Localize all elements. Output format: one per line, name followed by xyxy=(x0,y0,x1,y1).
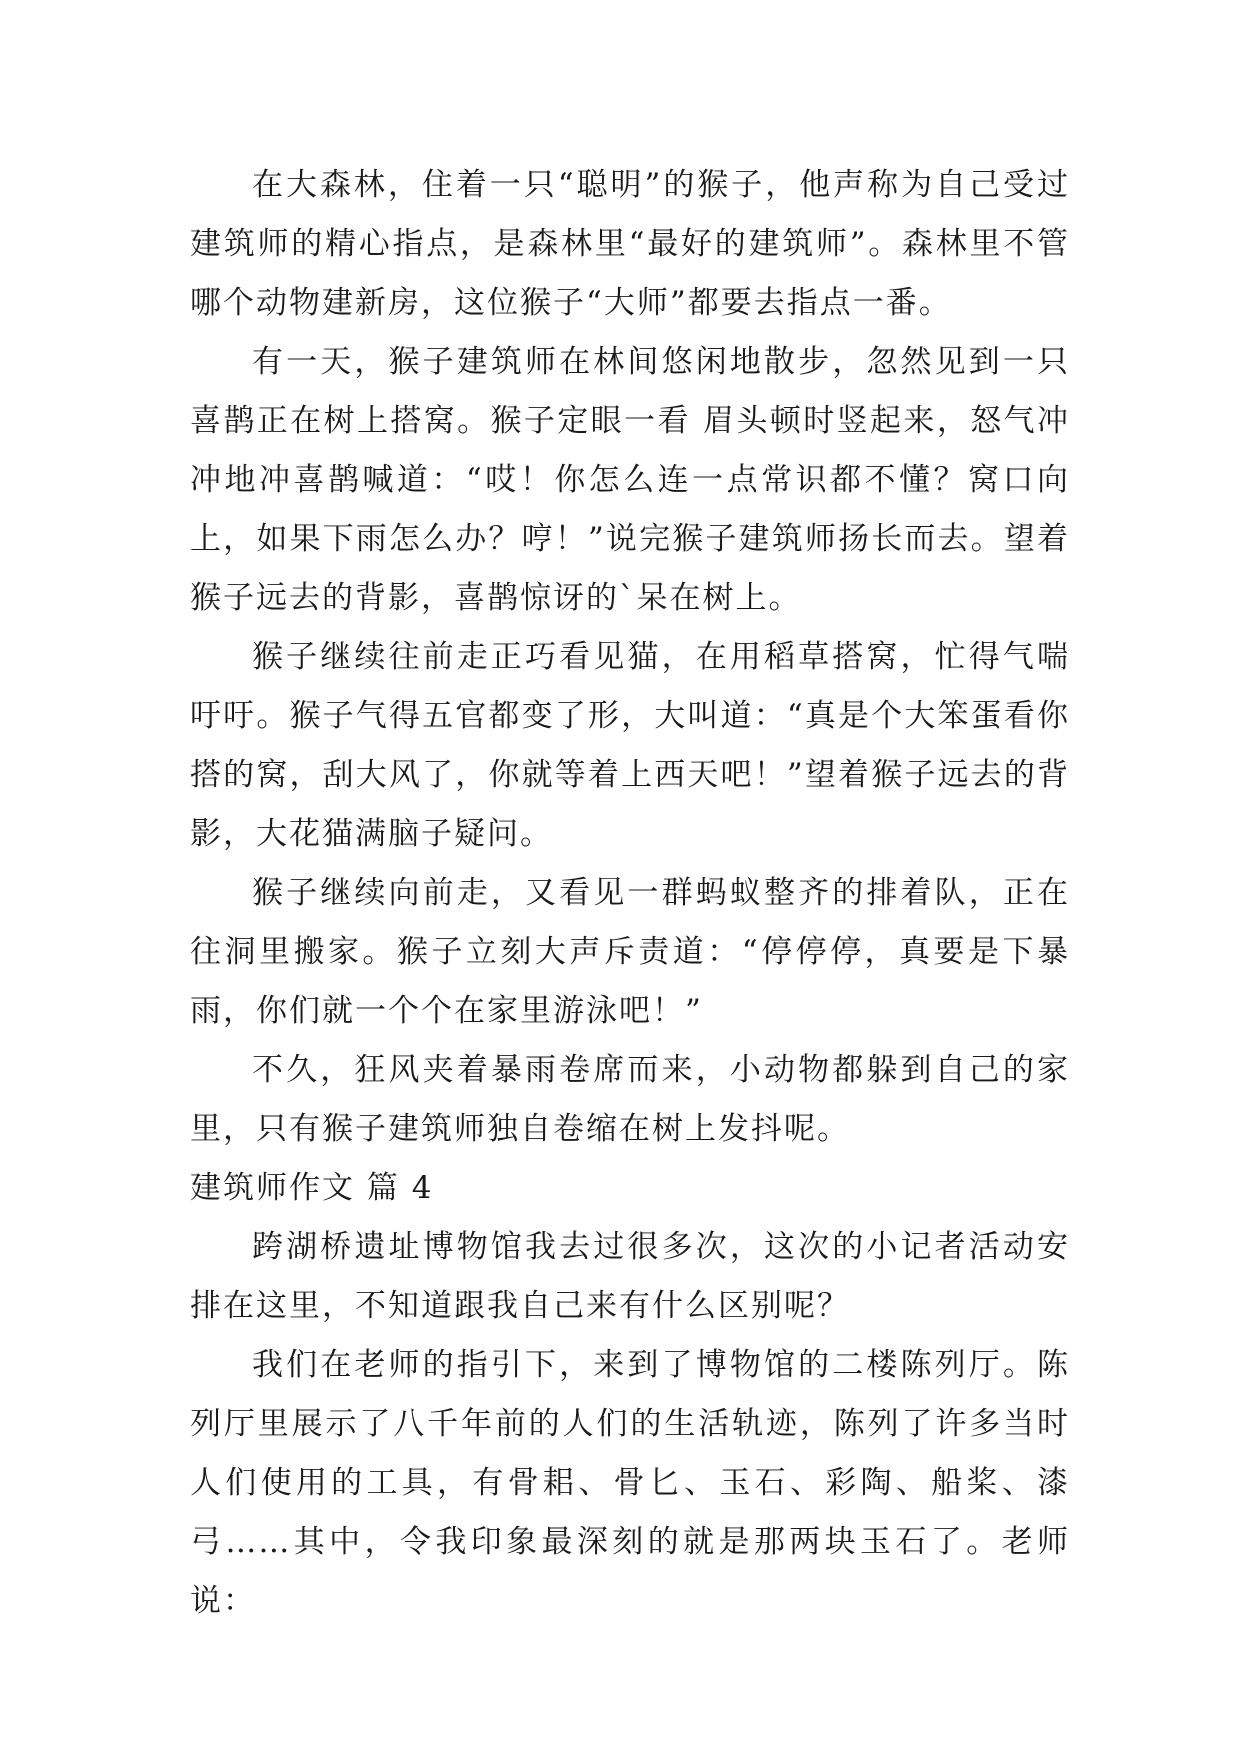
document-body xyxy=(190,156,1070,1631)
story-paragraph-4: 猴子继续向前走，又看见一群蚂蚁整齐的排着队，正在往洞里搬家。猴子立刻大声斥责道：“停停停，真要是下暴雨，你们就一个个在家里游泳吧！” xyxy=(190,875,1070,1029)
section-heading: 建筑师作文 篇 4 xyxy=(190,1170,434,1206)
story-paragraph-5: 不久，狂风夹着暴雨卷席而来，小动物都躲到自己的家里，只有猴子建筑师独自卷缩在树上发抖呢。 xyxy=(190,1052,1070,1147)
story-paragraph-3: 猴子继续往前走正巧看见猫，在用稻草搭窝，忙得气喘吁吁。猴子气得五官都变了形，大叫道：“真是个大笨蛋看你搭的窝，刮大风了，你就等着上西天吧！”望着猴子远去的背影，大花猫满脑子疑问。 xyxy=(190,639,1070,852)
section4-paragraph-1: 跨湖桥遗址博物馆我去过很多次，这次的小记者活动安排在这里，不知道跟我自己来有什么区别呢？ xyxy=(190,1229,1070,1324)
section4-paragraph-2: 我们在老师的指引下，来到了博物馆的二楼陈列厅。陈列厅里展示了八千年前的人们的生活轨迹，陈列了许多当时人们使用的工具，有骨耜、骨匕、玉石、彩陶、船桨、漆弓……其中，令我印象最深刻的就是那两块玉石了。老师说： xyxy=(190,1347,1070,1619)
story-paragraph-1: 在大森林，住着一只“聪明”的猴子，他声称为自己受过建筑师的精心指点，是森林里“最好的建筑师”。森林里不管哪个动物建新房，这位猴子“大师”都要去指点一番。 xyxy=(190,167,1070,321)
story-paragraph-2: 有一天，猴子建筑师在林间悠闲地散步，忽然见到一只喜鹊正在树上搭窝。猴子定眼一看 眉头顿时竖起来，怒气冲冲地冲喜鹊喊道：“哎！你怎么连一点常识都不懂？窝口向上，如果下雨怎么办？哼！”说完猴子建筑师扬长而去。望着猴子远去的背影，喜鹊惊讶的`呆在树上。 xyxy=(190,344,1070,616)
